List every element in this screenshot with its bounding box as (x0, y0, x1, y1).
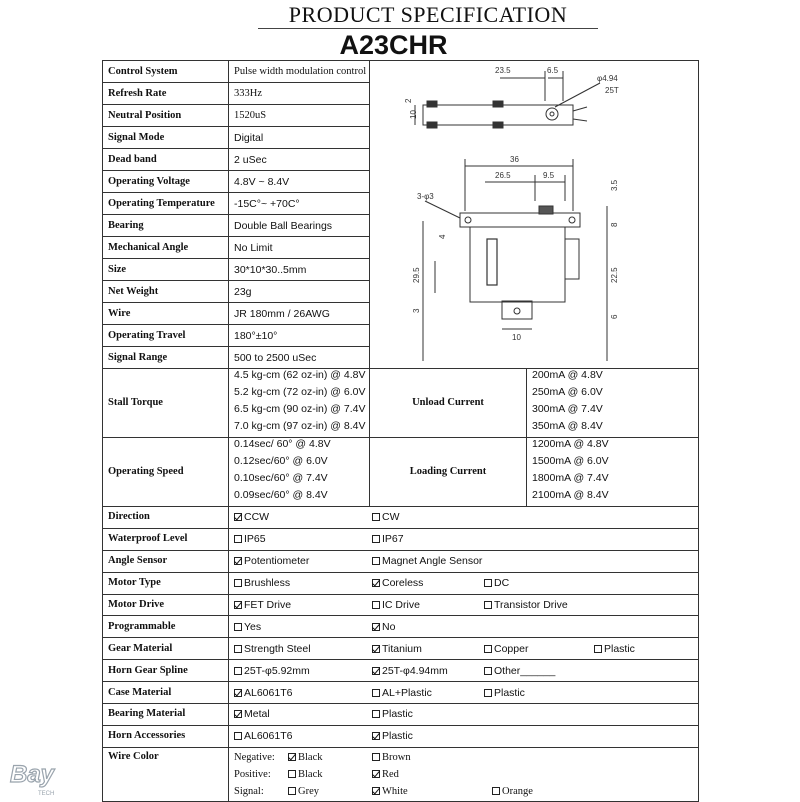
spec-value: 500 to 2500 uSec (229, 347, 370, 369)
checked-box-icon (288, 753, 296, 761)
option-label: FET Drive (244, 599, 292, 611)
spec-value-line: 4.5 kg-cm (62 oz-in) @ 4.8V (234, 369, 366, 381)
option-label: Coreless (382, 577, 424, 590)
unchecked-box-icon (372, 710, 380, 718)
option-label: Strength Steel (244, 642, 311, 655)
option-group (229, 572, 699, 594)
unchecked-box-icon (288, 770, 296, 778)
option-group (229, 594, 699, 616)
spec-value-line: 7.0 kg-cm (97 oz-in) @ 8.4V (234, 420, 366, 432)
option (288, 749, 372, 766)
option-label: Potentiometer (244, 555, 310, 568)
option-label: Yes (244, 620, 262, 633)
spec-label: Operating Voltage (103, 171, 229, 193)
unchecked-box-icon (484, 689, 492, 697)
wire-color-line (234, 766, 693, 783)
checked-box-icon (372, 645, 380, 653)
option-label: Black (298, 751, 323, 763)
checked-box-icon (234, 513, 242, 521)
option (492, 783, 533, 800)
option (372, 577, 484, 589)
unchecked-box-icon (484, 579, 492, 587)
stall-torque-row (103, 369, 699, 438)
checked-box-icon (234, 710, 242, 718)
spec-value-line: 250mA @ 6.0V (532, 386, 603, 398)
unchecked-box-icon (234, 579, 242, 587)
option-label: White (382, 785, 408, 797)
spec-value: 23g (229, 281, 370, 303)
option-label: Plastic (382, 730, 413, 743)
spec-label: Operating Speed (103, 438, 229, 507)
option-label: AL6061T6 (244, 686, 293, 699)
option-row (103, 725, 699, 747)
spec-label: Direction (103, 507, 229, 529)
dimension-label: 29.5 (412, 267, 421, 283)
option-label: Brushless (244, 577, 291, 590)
spec-value-line: 1500mA @ 6.0V (532, 455, 609, 467)
spec-value: Digital (229, 127, 370, 149)
dimension-label: 8 (610, 222, 619, 227)
spec-label: Dead band (103, 149, 229, 171)
wire-name: Negative: (234, 751, 275, 763)
wire-color-line (234, 749, 693, 766)
checked-box-icon (372, 770, 380, 778)
option (234, 708, 372, 720)
option-label: IP65 (244, 533, 266, 546)
unchecked-box-icon (372, 513, 380, 521)
title-underline (258, 28, 598, 29)
option-row (103, 572, 699, 594)
option (484, 643, 594, 655)
option (234, 577, 372, 589)
option-list (234, 730, 693, 742)
option (484, 599, 568, 611)
checked-box-icon (372, 579, 380, 587)
spec-label: Neutral Position (103, 105, 229, 127)
option (234, 621, 372, 633)
unchecked-box-icon (372, 535, 380, 543)
unchecked-box-icon (234, 623, 242, 631)
option-label: 25T-φ5.92mm (244, 664, 310, 677)
option (484, 665, 555, 677)
option-label: Black (298, 768, 323, 780)
option (372, 783, 492, 800)
operating-speed-row (103, 438, 699, 507)
option (234, 643, 372, 655)
spec-value: Pulse width modulation control (229, 61, 370, 83)
spec-label: Signal Mode (103, 127, 229, 149)
dimension-label: 4 (438, 234, 447, 239)
unchecked-box-icon (234, 732, 242, 740)
option-label: Red (382, 768, 399, 780)
option-label: Transistor Drive (494, 599, 568, 611)
option (484, 577, 509, 589)
option-list (234, 577, 693, 589)
unchecked-box-icon (234, 645, 242, 653)
spec-value: 30*10*30..5mm (229, 259, 370, 281)
spec-value-line: 0.10sec/60° @ 7.4V (234, 472, 328, 484)
spec-value-line: 1200mA @ 4.8V (532, 438, 609, 450)
option-row (103, 528, 699, 550)
unchecked-box-icon (372, 601, 380, 609)
spec-value-line: 0.12sec/60° @ 6.0V (234, 455, 328, 467)
option-list (234, 708, 693, 720)
option-list (234, 555, 693, 567)
option-list (234, 643, 693, 655)
option-row (103, 704, 699, 726)
checked-box-icon (372, 667, 380, 675)
page-title: PRODUCT SPECIFICATION (288, 2, 568, 27)
option-row (103, 507, 699, 529)
spec-label: Case Material (103, 682, 229, 704)
spec-label: Operating Travel (103, 325, 229, 347)
option-list (234, 665, 693, 677)
option-row (103, 638, 699, 660)
option (372, 599, 484, 611)
spec-values (527, 369, 699, 438)
option-group (229, 704, 699, 726)
option-group (229, 660, 699, 682)
option-label: Plastic (494, 686, 525, 699)
option-label: Grey (298, 785, 319, 797)
dimension-label: 6 (610, 314, 619, 319)
spec-label: Operating Temperature (103, 193, 229, 215)
spec-label: Motor Type (103, 572, 229, 594)
option-label: Orange (502, 785, 533, 797)
spec-label: Wire Color (103, 747, 229, 801)
option (372, 643, 484, 655)
unchecked-box-icon (484, 667, 492, 675)
dimension-label: 3 (412, 308, 421, 313)
option-label: Copper (494, 642, 529, 655)
wire-color-group (229, 747, 699, 801)
option-label: Other______ (494, 664, 556, 677)
unchecked-box-icon (234, 667, 242, 675)
option (372, 687, 484, 699)
option (372, 555, 482, 567)
option-label: CW (382, 511, 400, 524)
option-row (103, 616, 699, 638)
spec-value: 180°±10° (229, 325, 370, 347)
unchecked-box-icon (484, 601, 492, 609)
checked-box-icon (372, 623, 380, 631)
spec-label: Loading Current (370, 438, 527, 507)
unchecked-box-icon (372, 689, 380, 697)
option (288, 766, 372, 783)
checked-box-icon (372, 732, 380, 740)
spec-label: Refresh Rate (103, 83, 229, 105)
option-group (229, 682, 699, 704)
option-label: IP67 (382, 533, 404, 546)
option (234, 687, 372, 699)
spec-value: -15C°~ +70C° (229, 193, 370, 215)
spec-label: Horn Accessories (103, 725, 229, 747)
dimension-label: 23.5 (495, 66, 511, 75)
dimension-label: 26.5 (495, 171, 511, 180)
option-list (234, 621, 693, 633)
spec-label: Size (103, 259, 229, 281)
option-row (103, 594, 699, 616)
spec-label: Bearing Material (103, 704, 229, 726)
option (234, 665, 372, 677)
spec-value-line: 1800mA @ 7.4V (532, 472, 609, 484)
option (234, 511, 372, 523)
option-label: AL+Plastic (382, 686, 432, 699)
spec-label: Wire (103, 303, 229, 325)
spec-label: Horn Gear Spline (103, 660, 229, 682)
spec-value: 333Hz (229, 83, 370, 105)
spec-value-line: 300mA @ 7.4V (532, 403, 603, 415)
option (594, 643, 635, 655)
spec-values (229, 369, 370, 438)
spec-value-line: 2100mA @ 8.4V (532, 489, 609, 501)
option-label: IC Drive (382, 599, 420, 611)
spec-value-line: 0.14sec/ 60° @ 4.8V (234, 438, 331, 450)
dimension-label: 6.5 (547, 66, 559, 75)
option-label: CCW (244, 511, 270, 524)
option (372, 749, 411, 766)
option (372, 766, 399, 783)
wire-color-row (103, 747, 699, 801)
spec-label: Mechanical Angle (103, 237, 229, 259)
option-label: Magnet Angle Sensor (382, 555, 483, 568)
option (372, 708, 413, 720)
unchecked-box-icon (484, 645, 492, 653)
spec-value: No Limit (229, 237, 370, 259)
spec-value-line: 5.2 kg-cm (72 oz-in) @ 6.0V (234, 386, 366, 398)
spec-value-line: 6.5 kg-cm (90 oz-in) @ 7.4V (234, 403, 366, 415)
option-label: Brown (382, 751, 411, 763)
option-label: Plastic (604, 642, 635, 655)
option (234, 533, 372, 545)
logo-subtext: TECH (38, 791, 55, 797)
dimension-label: 2 (404, 98, 413, 103)
option-group (229, 616, 699, 638)
spec-value: Double Ball Bearings (229, 215, 370, 237)
checked-box-icon (234, 557, 242, 565)
unchecked-box-icon (372, 557, 380, 565)
dimension-drawing (370, 61, 699, 369)
option-list (234, 533, 693, 545)
dimension-label: 10 (512, 333, 521, 342)
dimension-label: 9.5 (543, 171, 555, 180)
spec-value: 4.8V ~ 8.4V (229, 171, 370, 193)
unchecked-box-icon (492, 787, 500, 795)
spec-value: 1520uS (229, 105, 370, 127)
option (372, 730, 413, 742)
option-row (103, 682, 699, 704)
option-label: Metal (244, 708, 270, 721)
option (372, 665, 484, 677)
spec-value-line: 200mA @ 4.8V (532, 369, 603, 381)
unchecked-box-icon (234, 535, 242, 543)
option (288, 783, 372, 800)
spec-table (102, 60, 699, 802)
dimension-label: 25T (605, 86, 619, 95)
dimension-label: 3.5 (610, 179, 619, 191)
dimension-label: 36 (510, 155, 519, 164)
bay-logo (6, 750, 62, 798)
option-list (234, 599, 693, 611)
option-group (229, 528, 699, 550)
option-label: Plastic (382, 708, 413, 721)
option-row (103, 550, 699, 572)
spec-label: Bearing (103, 215, 229, 237)
unchecked-box-icon (288, 787, 296, 795)
spec-label: Net Weight (103, 281, 229, 303)
option-label: Titanium (382, 642, 422, 655)
option (234, 730, 372, 742)
spec-row (103, 61, 699, 83)
spec-label: Unload Current (370, 369, 527, 438)
option-group (229, 638, 699, 660)
option (234, 599, 372, 611)
spec-label: Angle Sensor (103, 550, 229, 572)
dimension-label: 3-φ3 (417, 192, 434, 201)
option-label: DC (494, 577, 510, 590)
spec-label: Stall Torque (103, 369, 229, 438)
option-group (229, 725, 699, 747)
option (372, 621, 395, 633)
unchecked-box-icon (594, 645, 602, 653)
spec-label: Signal Range (103, 347, 229, 369)
checked-box-icon (234, 689, 242, 697)
option (372, 511, 400, 523)
unchecked-box-icon (372, 753, 380, 761)
option-list (234, 511, 693, 523)
spec-value: JR 180mm / 26AWG (229, 303, 370, 325)
option-group (229, 507, 699, 529)
option-list (234, 687, 693, 699)
option-label: No (382, 620, 396, 633)
spec-label: Waterproof Level (103, 528, 229, 550)
wire-name: Positive: (234, 768, 271, 780)
option (372, 533, 404, 545)
checked-box-icon (372, 787, 380, 795)
model-name: A23CHR (339, 30, 448, 60)
option-label: AL6061T6 (244, 730, 293, 743)
dimension-label: φ4.94 (597, 74, 618, 83)
option (234, 555, 372, 567)
spec-value-line: 350mA @ 8.4V (532, 420, 603, 432)
wire-name: Signal: (234, 785, 264, 797)
option (484, 687, 525, 699)
dimension-label: 10 (409, 110, 418, 119)
checked-box-icon (234, 601, 242, 609)
spec-label: Programmable (103, 616, 229, 638)
spec-values (229, 438, 370, 507)
spec-label: Motor Drive (103, 594, 229, 616)
spec-label: Control System (103, 61, 229, 83)
wire-color-line (234, 783, 693, 800)
spec-value: 2 uSec (229, 149, 370, 171)
option-label: 25T-φ4.94mm (382, 664, 448, 677)
spec-label: Gear Material (103, 638, 229, 660)
dimension-label: 22.5 (610, 267, 619, 283)
servo-drawing (375, 61, 648, 368)
spec-values (527, 438, 699, 507)
spec-value-line: 0.09sec/60° @ 8.4V (234, 489, 328, 501)
option-group (229, 550, 699, 572)
option-row (103, 660, 699, 682)
logo-text: Bay (10, 761, 55, 788)
